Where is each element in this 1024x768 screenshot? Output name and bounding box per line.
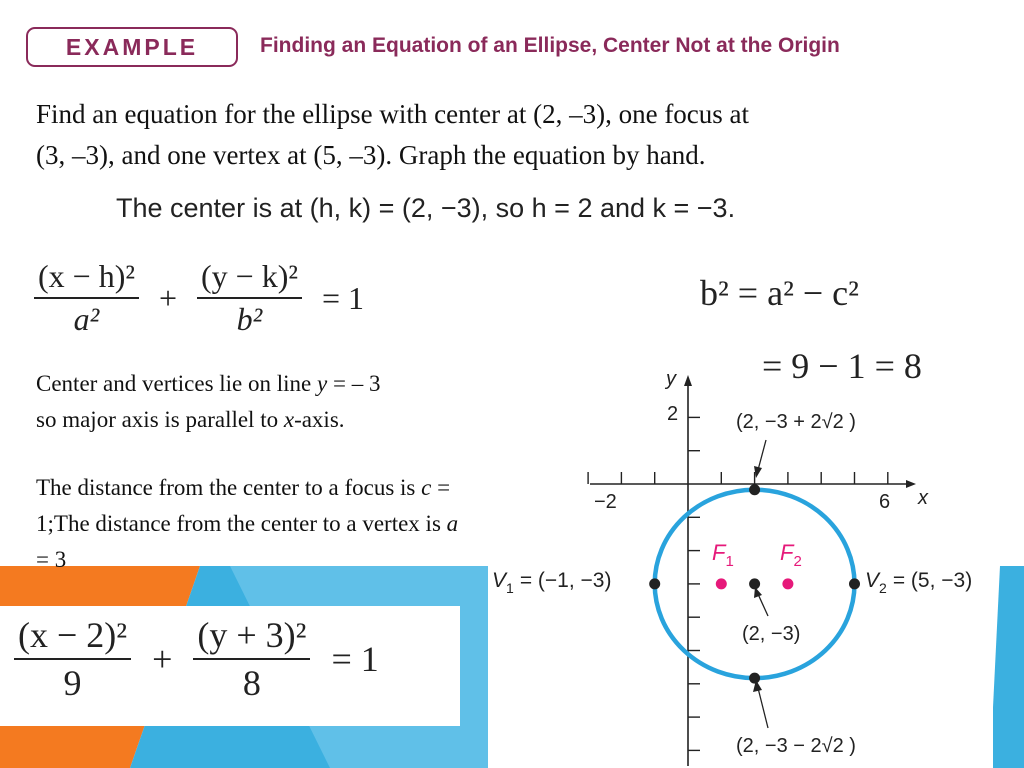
distance-explanation	[36, 470, 476, 578]
y-axis-label: y	[666, 368, 676, 390]
fraction-y	[197, 258, 302, 338]
ellipse-graph	[488, 360, 1024, 768]
y-axis-arrow	[684, 375, 692, 386]
focus-2-label: $F_2$	[780, 540, 802, 570]
example-badge	[26, 27, 238, 67]
axis-text-line2: so major axis is parallel to	[36, 407, 284, 432]
example-badge-label: EXAMPLE	[65, 33, 199, 60]
vertex-1-label: $V_1 = (-1$, −3)	[492, 569, 612, 596]
fraction-y-numerator: (y − k)²	[201, 258, 298, 294]
distance-text-part2: = 1;The distance from the center to a vertex is	[36, 475, 451, 536]
focus-1-label: $F_1$	[712, 540, 734, 570]
bottom-point-label: (2, −3 − 2√2 )	[736, 735, 856, 757]
plus-sign: +	[152, 639, 173, 679]
vertex-1-point	[649, 578, 660, 589]
fraction-x	[34, 258, 139, 338]
arrow-bottom-point	[758, 688, 768, 728]
equals-one: = 1	[331, 639, 379, 679]
fraction-bar	[193, 658, 310, 660]
fraction-bar	[197, 297, 302, 299]
x-axis-arrow	[906, 480, 916, 488]
problem-statement	[36, 94, 996, 176]
fraction-x-numerator: (x − h)²	[38, 258, 135, 294]
focus-2-point	[782, 578, 793, 589]
answer-equation	[14, 614, 391, 704]
problem-line-1: Find an equation for the ellipse with center at (2, –3), one focus at	[36, 99, 750, 129]
answer-y-denominator: 8	[242, 663, 261, 703]
plus-sign: +	[158, 279, 177, 316]
focus-1-point	[716, 578, 727, 589]
center-point-label: (2, −3)	[742, 623, 801, 645]
fraction-x-denominator: a²	[73, 301, 100, 337]
standard-form-equation	[34, 258, 376, 338]
x-axis-ticks	[588, 472, 888, 484]
distance-text-part1: The distance from the center to a focus is	[36, 475, 422, 500]
vertex-2-label: $V_2 = (5$, −3)	[865, 569, 973, 596]
tick-label-y-2: 2	[667, 403, 679, 425]
slide-title: Finding an Equation of an Ellipse, Center Not at the Origin	[260, 34, 840, 57]
equals-one: = 1	[321, 279, 364, 316]
answer-fraction-y	[193, 614, 310, 704]
top-point-label: (2, −3 + 2√2 )	[736, 411, 856, 433]
tick-label-x-neg2: −2	[594, 491, 617, 513]
answer-x-numerator: (x − 2)²	[18, 615, 128, 655]
answer-x-denominator: 9	[63, 663, 82, 703]
y-axis-ticks	[688, 417, 700, 750]
top-point	[749, 484, 760, 495]
arrow-top-point	[758, 440, 766, 470]
axis-text-prefix: Center and vertices lie on line	[36, 371, 318, 396]
bottom-point	[749, 673, 760, 684]
axes	[590, 385, 910, 766]
graph-points	[649, 484, 860, 683]
b-squared-value: = 9 − 1 = 8	[762, 346, 922, 386]
answer-fraction-x	[14, 614, 131, 704]
x-axis-label: x	[918, 487, 928, 509]
b-squared-relation: b² = a² − c²	[700, 273, 859, 313]
axis-text-var: y	[317, 371, 328, 396]
problem-line-2: (3, –3), and one vertex at (5, –3). Graph the equation by hand.	[36, 140, 706, 170]
axis-text-suffix: -axis.	[294, 407, 345, 432]
arrowhead-center	[754, 587, 762, 598]
distance-c-var: c	[421, 475, 432, 500]
distance-a-var: a	[446, 511, 459, 536]
arrow-center	[758, 594, 768, 616]
fraction-bar	[34, 297, 139, 299]
fraction-y-denominator: b²	[236, 301, 263, 337]
distance-text-part3: = 3	[36, 547, 67, 572]
axis-text-value: = – 3	[327, 371, 381, 396]
axis-text-axis-var: x	[283, 407, 295, 432]
vertex-2-point	[849, 578, 860, 589]
fraction-bar	[14, 658, 131, 660]
tick-label-x-6: 6	[879, 491, 891, 513]
major-axis-explanation	[36, 366, 516, 438]
center-statement: The center is at (h, k) = (2, −3), so h = 2 and k = −3.	[116, 193, 736, 223]
center-point	[749, 578, 760, 589]
answer-y-numerator: (y + 3)²	[197, 615, 307, 655]
